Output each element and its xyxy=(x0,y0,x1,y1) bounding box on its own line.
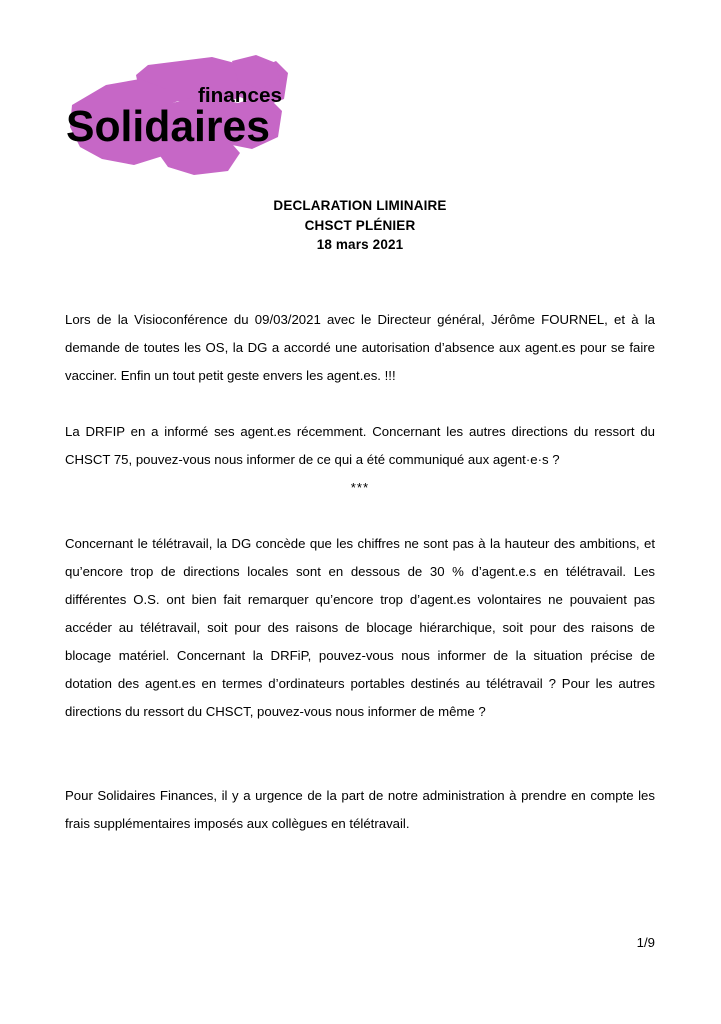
page-number: 1/9 xyxy=(636,935,655,950)
paragraph-spacer xyxy=(65,754,655,782)
title-line-1: DECLARATION LIMINAIRE xyxy=(273,198,447,213)
title-line-2: CHSCT PLÉNIER xyxy=(304,217,416,233)
paragraph-3: Concernant le télétravail, la DG concède que les chiffres ne sont pas à la hauteur des ambitions, et qu’encore trop de directions locales sont en dessous de 30 % d’agent.e.s en télétravail. Les différentes O.S. ont bien fait remarquer qu’encore trop d’agent.es volontaires ne pouvaient pas accéder au télétravail, soit pour des raisons de blocage hiérarchique, soit pour des raisons de blocage matériel. Concernant la DRFiP, pouvez-vous nous informer de la situation précise de dotation des agent.es en termes d’ordinateurs portables destinés au télétravail ? Pour les autres directions du ressort du CHSCT, pouvez-vous nous informer de même ? xyxy=(65,536,655,719)
document-body xyxy=(65,306,655,838)
logo-artwork xyxy=(62,55,292,175)
paragraph-1: Lors de la Visioconférence du 09/03/2021 avec le Directeur général, Jérôme FOURNEL, et à la demande de toutes les OS, la DG a accordé une autorisation d’absence aux agent.es pour se faire vacciner. Enfin un tout petit geste envers les agent.es. !!! xyxy=(65,312,655,383)
section-separator: *** xyxy=(350,480,370,495)
paragraph-spacer xyxy=(65,390,655,418)
logo-brand-text: Solidaires xyxy=(66,102,270,151)
solidaires-finances-logo xyxy=(62,55,292,175)
paragraph-spacer xyxy=(65,726,655,754)
document-title xyxy=(65,196,655,255)
paragraph-2: La DRFIP en a informé ses agent.es récemment. Concernant les autres directions du ressort du CHSCT 75, pouvez-vous nous informer de ce qui a été communiqué aux agent·e·s ? xyxy=(65,424,655,467)
title-line-3: 18 mars 2021 xyxy=(316,237,404,252)
logo-secondary-text: finances xyxy=(198,85,282,107)
paragraph-4: Pour Solidaires Finances, il y a urgence de la part de notre administration à prendre en compte les frais supplémentaires imposés aux collègues en télétravail. xyxy=(65,788,655,831)
paragraph-spacer xyxy=(65,502,655,530)
